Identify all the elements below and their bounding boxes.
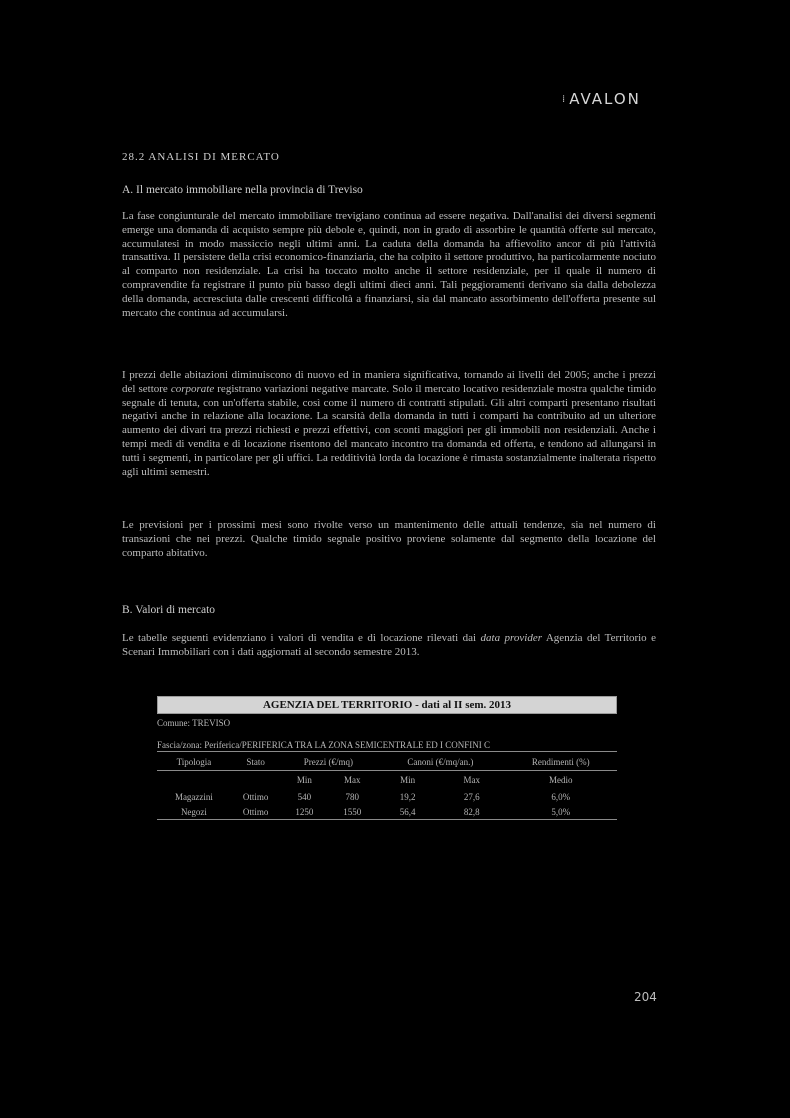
subheader-prezzi-max: Max <box>344 775 361 785</box>
table-cell: 540 <box>297 791 312 802</box>
paragraph-4-part-b: Agenzia del Territorio e Scenari Immobiliari con i dati aggiornati al secondo semestre 2013. <box>122 632 657 658</box>
col-header-canoni: Canoni (€/mq/an.) <box>376 754 504 771</box>
subsection-b-title: B. Valori di mercato <box>122 604 216 616</box>
col-header-stato: Stato <box>231 754 281 771</box>
subsection-a-title: A. Il mercato immobiliare nella provincia di Treviso <box>122 184 363 196</box>
table-row <box>157 789 617 804</box>
values-table <box>157 754 617 820</box>
table-cell: 5,0% <box>505 804 617 820</box>
paragraph-4 <box>122 632 656 660</box>
table-cell: 82,8 <box>439 804 505 820</box>
table-zona: Fascia/zona: Periferica/PERIFERICA TRA LA ZONA SEMICENTRALE ED I CONFINI C <box>157 739 617 752</box>
paragraph-3: Le previsioni per i prossimi mesi sono rivolte verso un mantenimento delle attuali tendenze, sia nel numero di transazioni che nei prezzi. Qualche timido segnale positivo proviene solamente dal segmento della locazione del comparto abitativo. <box>122 519 656 559</box>
section-title: 28.2 ANALISI DI MERCATO <box>122 151 280 163</box>
page-number: 204 <box>634 990 657 1004</box>
col-header-tipologia: Tipologia <box>157 754 231 771</box>
table-cell: 56,4 <box>376 804 439 820</box>
paragraph-2-part-a: I prezzi delle abitazioni diminuiscono di nuovo ed in maniera significativa, tornando ai livelli del 2005; anche i prezzi del settore <box>122 369 656 395</box>
subheader-prezzi-min: Min <box>296 775 312 785</box>
paragraph-1: La fase congiunturale del mercato immobiliare trevigiano continua ad essere negativa. Dall'analisi dei diversi segmenti emerge una domanda di acquisto sempre più debole e, quindi, non in grado di assorbire le quantità offerte sul mercato, accumulatesi in modo massiccio negli ultimi anni. La caduta della domanda ha affievolito ancor di più l'attività transattiva. Il persistere della crisi economico-finanziaria, che ha colpito il settore produttivo, ha particolarmente nociuto al comparto non residenziale. La crisi ha toccato molto anche il settore residenziale, per il quale il numero di compravendite fa registrare il punto più basso degli ultimi dieci anni. Tali peggioramenti derivano sia dalla debolezza della domanda, accresciuta dalle crescenti difficoltà a finanziarsi, sia dal mancato assorbimento dell'offerta presente sul mercato che continua ad accumularsi. <box>122 210 656 319</box>
paragraph-4-part-a: Le tabelle seguenti evidenziano i valori di vendita e di locazione rilevati dai <box>122 632 481 644</box>
table-cell: 1550 <box>328 804 376 820</box>
table-cell: Magazzini <box>174 791 213 802</box>
table-cell: Ottimo <box>242 791 269 802</box>
subheader-rendimenti-medio: Medio <box>549 775 573 785</box>
col-header-rendimenti: Rendimenti (%) <box>505 754 617 771</box>
paragraph-2-part-b: registrano variazioni negative marcate. Solo il mercato locativo residenziale mostra qualche timido segnale di tenuta, con un'offerta stabile, così come il numero di contratti stipulati. Gli altri comparti presentano risultati negativi anche in relazione alla locazione. La scarsità della domanda in tutti i comparti ha contribuito ad un ulteriore aumento dei divari tra prezzi richiesti e prezzi effettivi, con sconti maggiori per gli immobili non residenziali. Anche i tempi medi di vendita e di locazione risentono del mancato incontro tra domanda ed offerta, e tendono ad allungarsi in tutti i segmenti, in particolare per gli uffici. La redditività lorda da locazione è rimasta sostanzialmente inalterata rispetto agli ultimi semestri. <box>122 382 656 478</box>
table-cell: 780 <box>345 791 360 802</box>
subheader-canoni-min: Min <box>400 775 416 785</box>
paragraph-4-emphasis: data provider <box>480 632 543 644</box>
subheader-cell <box>157 771 231 790</box>
subheader-cell <box>231 771 281 790</box>
market-values-table <box>157 696 617 820</box>
company-logo <box>562 90 641 108</box>
table-cell: 19,2 <box>399 791 416 802</box>
table-cell: Negozi <box>157 804 231 820</box>
paragraph-2 <box>122 369 656 479</box>
table-comune: Comune: TREVISO <box>157 718 231 728</box>
logo-text: AVALON <box>569 90 641 108</box>
paragraph-2-emphasis: corporate <box>170 382 215 395</box>
table-cell: Ottimo <box>231 804 281 820</box>
logo-mark-icon: ⁞ <box>562 94 568 105</box>
table-cell: 6,0% <box>551 791 571 802</box>
table-cell: 1250 <box>281 804 329 820</box>
subheader-canoni-max: Max <box>463 775 480 785</box>
table-row <box>157 804 617 820</box>
col-header-prezzi: Prezzi (€/mq) <box>281 754 377 771</box>
table-title: AGENZIA DEL TERRITORIO - dati al II sem. 2013 <box>157 696 617 714</box>
table-cell: 27,6 <box>463 791 480 802</box>
